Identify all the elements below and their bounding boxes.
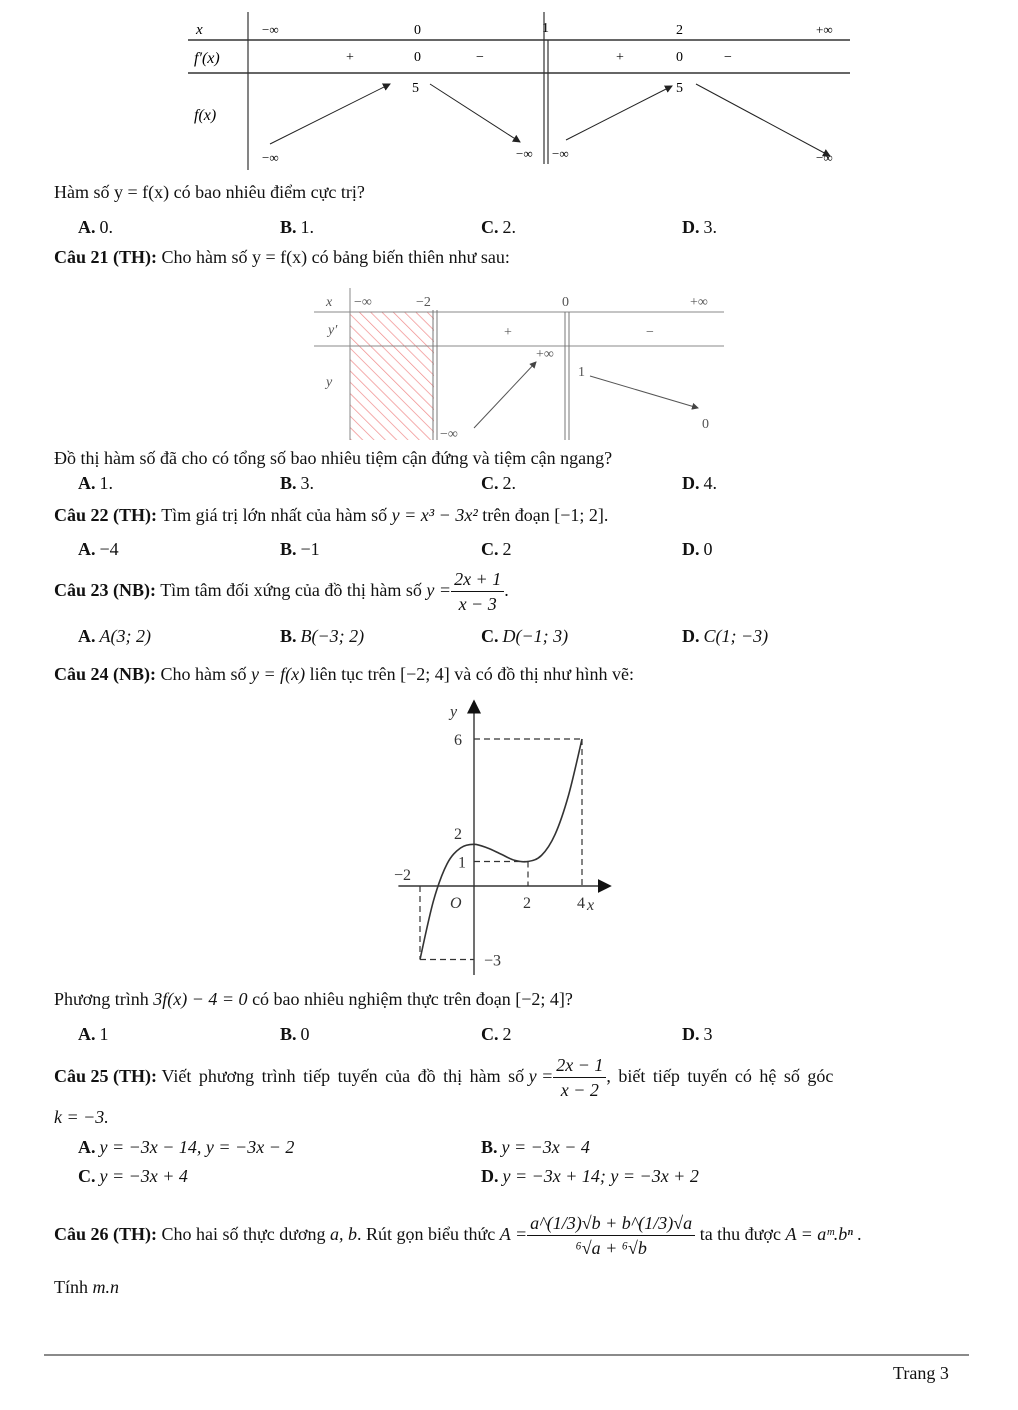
x-value: +∞ <box>816 22 833 37</box>
q24-question <box>54 988 573 1010</box>
q21-option-d[interactable] <box>682 472 717 494</box>
option-label: D. <box>682 626 700 646</box>
option-label: D. <box>682 217 700 237</box>
q24-option-b[interactable] <box>280 1023 310 1045</box>
option-label: D. <box>682 539 700 559</box>
q20-option-a[interactable] <box>78 216 113 238</box>
option-value: 1. <box>300 217 315 237</box>
q20-option-c[interactable] <box>481 216 516 238</box>
fraction-numerator: 2x − 1 <box>553 1053 606 1078</box>
fprime-row-label: f′(x) <box>194 50 220 67</box>
option-value: 2 <box>502 539 512 559</box>
fprime-sign: 0 <box>414 50 421 65</box>
x-tick-label: 2 <box>523 895 531 912</box>
q22-function: y = x³ − 3x² <box>391 505 478 525</box>
q24-heading: Câu 24 (NB): <box>54 664 156 684</box>
q24-interval: [−2; 4] <box>400 664 450 684</box>
y-tick-label: 6 <box>454 732 462 749</box>
option-value: y = −3x − 4 <box>501 1137 590 1157</box>
option-value: y = −3x + 14; y = −3x + 2 <box>502 1166 699 1186</box>
x-tick-label: −2 <box>394 867 412 884</box>
q23-heading: Câu 23 (NB): <box>54 580 156 600</box>
q26-question <box>54 1276 119 1298</box>
yprime-sign: − <box>646 325 654 340</box>
q22-option-d[interactable] <box>682 538 713 560</box>
q26-question-expr: m.n <box>92 1277 119 1297</box>
option-label: C. <box>481 626 499 646</box>
q22-prompt <box>54 504 608 526</box>
decrease-arrow <box>430 84 520 142</box>
q21-question: Đồ thị hàm số đã cho có tổng số bao nhiêu tiệm cận đứng và tiệm cận ngang? <box>54 448 613 468</box>
option-value: y = −3x + 4 <box>99 1166 188 1186</box>
q23-option-c[interactable] <box>481 625 568 647</box>
q22-option-c[interactable] <box>481 538 512 560</box>
q22-text: Tìm giá trị lớn nhất của hàm số <box>161 505 388 525</box>
q21-option-c[interactable] <box>481 472 516 494</box>
q20-question: Hàm số y = f(x) có bao nhiêu điểm cực trị? <box>54 182 365 202</box>
option-label: A. <box>78 1137 96 1157</box>
option-value: 0. <box>99 217 113 237</box>
decrease-arrow <box>590 376 698 408</box>
x-value: −2 <box>416 295 431 310</box>
q21-option-a[interactable] <box>78 472 113 494</box>
y-tick-label: 2 <box>454 826 462 843</box>
option-value: 4. <box>703 473 717 493</box>
option-value: 0 <box>300 1024 310 1044</box>
option-label: D. <box>682 473 700 493</box>
q25-heading: Câu 25 (TH): <box>54 1066 157 1086</box>
q26-text-after: ta thu được <box>699 1224 781 1244</box>
q23-option-a[interactable] <box>78 625 151 647</box>
option-value: 1 <box>99 1024 109 1044</box>
fraction-numerator: 2x + 1 <box>451 567 504 592</box>
yprime-sign: + <box>504 325 512 340</box>
yprime-row-label: y′ <box>328 323 338 338</box>
x-value: 1 <box>542 21 549 36</box>
q26-prompt <box>54 1206 862 1262</box>
q24-function: y = f(x) <box>251 664 306 684</box>
q26-text: Cho hai số thực dương <box>161 1224 326 1244</box>
option-value: −1 <box>300 539 320 559</box>
f-row-label: f(x) <box>194 107 217 124</box>
q25-option-a[interactable] <box>78 1136 294 1158</box>
undefined-region <box>350 312 434 440</box>
fprime-sign: 0 <box>676 50 683 65</box>
fraction-denominator: x − 3 <box>458 594 497 615</box>
q24-option-c[interactable] <box>481 1023 512 1045</box>
q24-question-text: Phương trình <box>54 989 149 1009</box>
q24-question-interval: [−2; 4]? <box>515 989 573 1009</box>
q25-option-c[interactable] <box>78 1165 188 1187</box>
fprime-sign: − <box>476 50 484 65</box>
q26-result: A = aᵐ.bⁿ . <box>785 1224 862 1244</box>
option-label: C. <box>481 539 499 559</box>
option-value: −4 <box>99 539 119 559</box>
x-row-label: x <box>326 295 333 310</box>
fraction-numerator: a^(1/3)√b + b^(1/3)√a <box>527 1211 695 1236</box>
fprime-sign: + <box>346 50 354 65</box>
q23-option-d[interactable] <box>682 625 768 647</box>
option-label: B. <box>280 539 297 559</box>
x-value: 0 <box>562 295 569 310</box>
q22-text-after: trên đoạn <box>482 505 550 525</box>
y-value: −∞ <box>440 427 458 440</box>
function-graph <box>370 695 660 975</box>
f-value: −∞ <box>816 150 833 165</box>
q21-option-b[interactable] <box>280 472 314 494</box>
y-axis-label: y <box>450 703 458 721</box>
q25-fraction <box>553 1053 606 1102</box>
x-tick-label: 4 <box>577 895 585 912</box>
q21-heading: Câu 21 (TH): <box>54 247 157 267</box>
f-value: 5 <box>676 81 683 96</box>
q24-option-d[interactable] <box>682 1023 713 1045</box>
option-value: y = −3x − 14, y = −3x − 2 <box>99 1137 295 1157</box>
option-label: B. <box>280 626 297 646</box>
increase-arrow <box>566 86 672 140</box>
q22-interval: [−1; 2]. <box>554 505 609 525</box>
option-value: 2. <box>502 217 516 237</box>
option-value: B(−3; 2) <box>300 626 365 646</box>
f-value: 5 <box>412 81 419 96</box>
option-value: D(−1; 3) <box>502 626 569 646</box>
increase-arrow <box>474 362 536 428</box>
y-tick-label: 1 <box>458 854 466 872</box>
q21-intro <box>54 246 510 268</box>
option-value: 2 <box>502 1024 512 1044</box>
q24-text: Cho hàm số <box>160 664 247 684</box>
f-value: −∞ <box>552 146 569 161</box>
q25-option-d[interactable] <box>481 1165 699 1187</box>
footer-divider <box>44 1354 969 1356</box>
option-label: D. <box>682 1024 700 1044</box>
fraction-denominator: ⁶√a + ⁶√b <box>575 1238 647 1259</box>
q26-text-mid: . Rút gọn biểu thức <box>357 1224 496 1244</box>
q25-prompt <box>54 1052 984 1102</box>
option-label: C. <box>481 217 499 237</box>
q25-lhs: y = <box>528 1066 554 1086</box>
option-label: B. <box>280 217 297 237</box>
option-value: 3. <box>703 217 717 237</box>
fraction-denominator: x − 2 <box>560 1080 599 1101</box>
x-value: −∞ <box>354 295 372 310</box>
fprime-sign: − <box>724 50 732 65</box>
variation-table-1 <box>180 12 860 172</box>
q23-option-b[interactable] <box>280 625 364 647</box>
x-value: +∞ <box>690 295 708 310</box>
option-label: A. <box>78 217 96 237</box>
q23-text: Tìm tâm đối xứng của đồ thị hàm số <box>160 580 422 600</box>
decrease-arrow <box>696 84 830 156</box>
x-row-label: x <box>196 22 203 38</box>
option-label: C. <box>481 1024 499 1044</box>
f-value: −∞ <box>262 150 279 165</box>
q23-fraction <box>451 567 504 616</box>
option-value: 2. <box>502 473 516 493</box>
option-label: A. <box>78 539 96 559</box>
q24-text-mid: liên tục trên <box>309 664 396 684</box>
q26-question-text: Tính <box>54 1277 88 1297</box>
option-label: C. <box>78 1166 96 1186</box>
x-value: −∞ <box>262 22 279 37</box>
y-row-label: y <box>326 375 333 390</box>
q25-option-b[interactable] <box>481 1136 590 1158</box>
fprime-sign: + <box>616 50 624 65</box>
option-value: 0 <box>703 539 713 559</box>
q23-prompt: Câu 23 (NB): Tìm tâm đối xứng của đồ thị hàm số y = $\frac{2x + 1}{x - 3}$ . <box>54 569 509 615</box>
option-label: A. <box>78 473 96 493</box>
q26-lhs: A = <box>499 1224 528 1244</box>
x-value: 0 <box>414 23 421 38</box>
option-value: 1. <box>99 473 113 493</box>
option-label: C. <box>481 473 499 493</box>
x-axis-label: x <box>587 897 595 914</box>
q22-option-a[interactable] <box>78 538 119 560</box>
q20-option-d[interactable] <box>682 216 717 238</box>
option-label: D. <box>481 1166 499 1186</box>
q22-heading: Câu 22 (TH): <box>54 505 157 525</box>
q24-intro <box>54 663 634 685</box>
page-number: Trang 3 <box>893 1363 949 1383</box>
q24-equation: 3f(x) − 4 = 0 <box>153 989 248 1009</box>
q26-heading: Câu 26 (TH): <box>54 1224 157 1244</box>
function-curve <box>420 739 582 960</box>
q24-text-after: và có đồ thị như hình vẽ: <box>454 664 634 684</box>
option-value: A(3; 2) <box>99 626 151 646</box>
option-label: B. <box>280 473 297 493</box>
q23-lhs: y = <box>426 580 452 600</box>
x-value: 2 <box>676 23 683 38</box>
q22-option-b[interactable] <box>280 538 320 560</box>
f-value: −∞ <box>516 146 533 161</box>
q24-option-a[interactable] <box>78 1023 109 1045</box>
q26-vars: a, b <box>330 1224 358 1244</box>
option-label: B. <box>481 1137 498 1157</box>
option-label: A. <box>78 1024 96 1044</box>
q24-question-mid: có bao nhiêu nghiệm thực trên đoạn <box>252 989 511 1009</box>
option-label: B. <box>280 1024 297 1044</box>
q25-text: Viết phương trình tiếp tuyến của đồ thị hàm số <box>161 1066 525 1086</box>
variation-table-2 <box>312 288 727 440</box>
option-value: 3. <box>300 473 315 493</box>
y-tick-label: −3 <box>484 952 502 970</box>
y-value: 1 <box>578 365 585 380</box>
y-value: +∞ <box>536 347 554 362</box>
q21-intro-text: Cho hàm số y = f(x) có bảng biến thiên như sau: <box>161 247 510 267</box>
q25-text-after: , biết tiếp tuyến có hệ số góc <box>606 1066 834 1086</box>
q25-k-value: k = −3. <box>54 1107 109 1127</box>
option-label: A. <box>78 626 96 646</box>
increase-arrow <box>270 84 390 144</box>
y-value: 0 <box>702 417 709 432</box>
q20-option-b[interactable] <box>280 216 314 238</box>
origin-label: O <box>450 895 462 912</box>
option-value: C(1; −3) <box>703 626 769 646</box>
option-value: 3 <box>703 1024 713 1044</box>
q26-fraction <box>527 1211 695 1260</box>
